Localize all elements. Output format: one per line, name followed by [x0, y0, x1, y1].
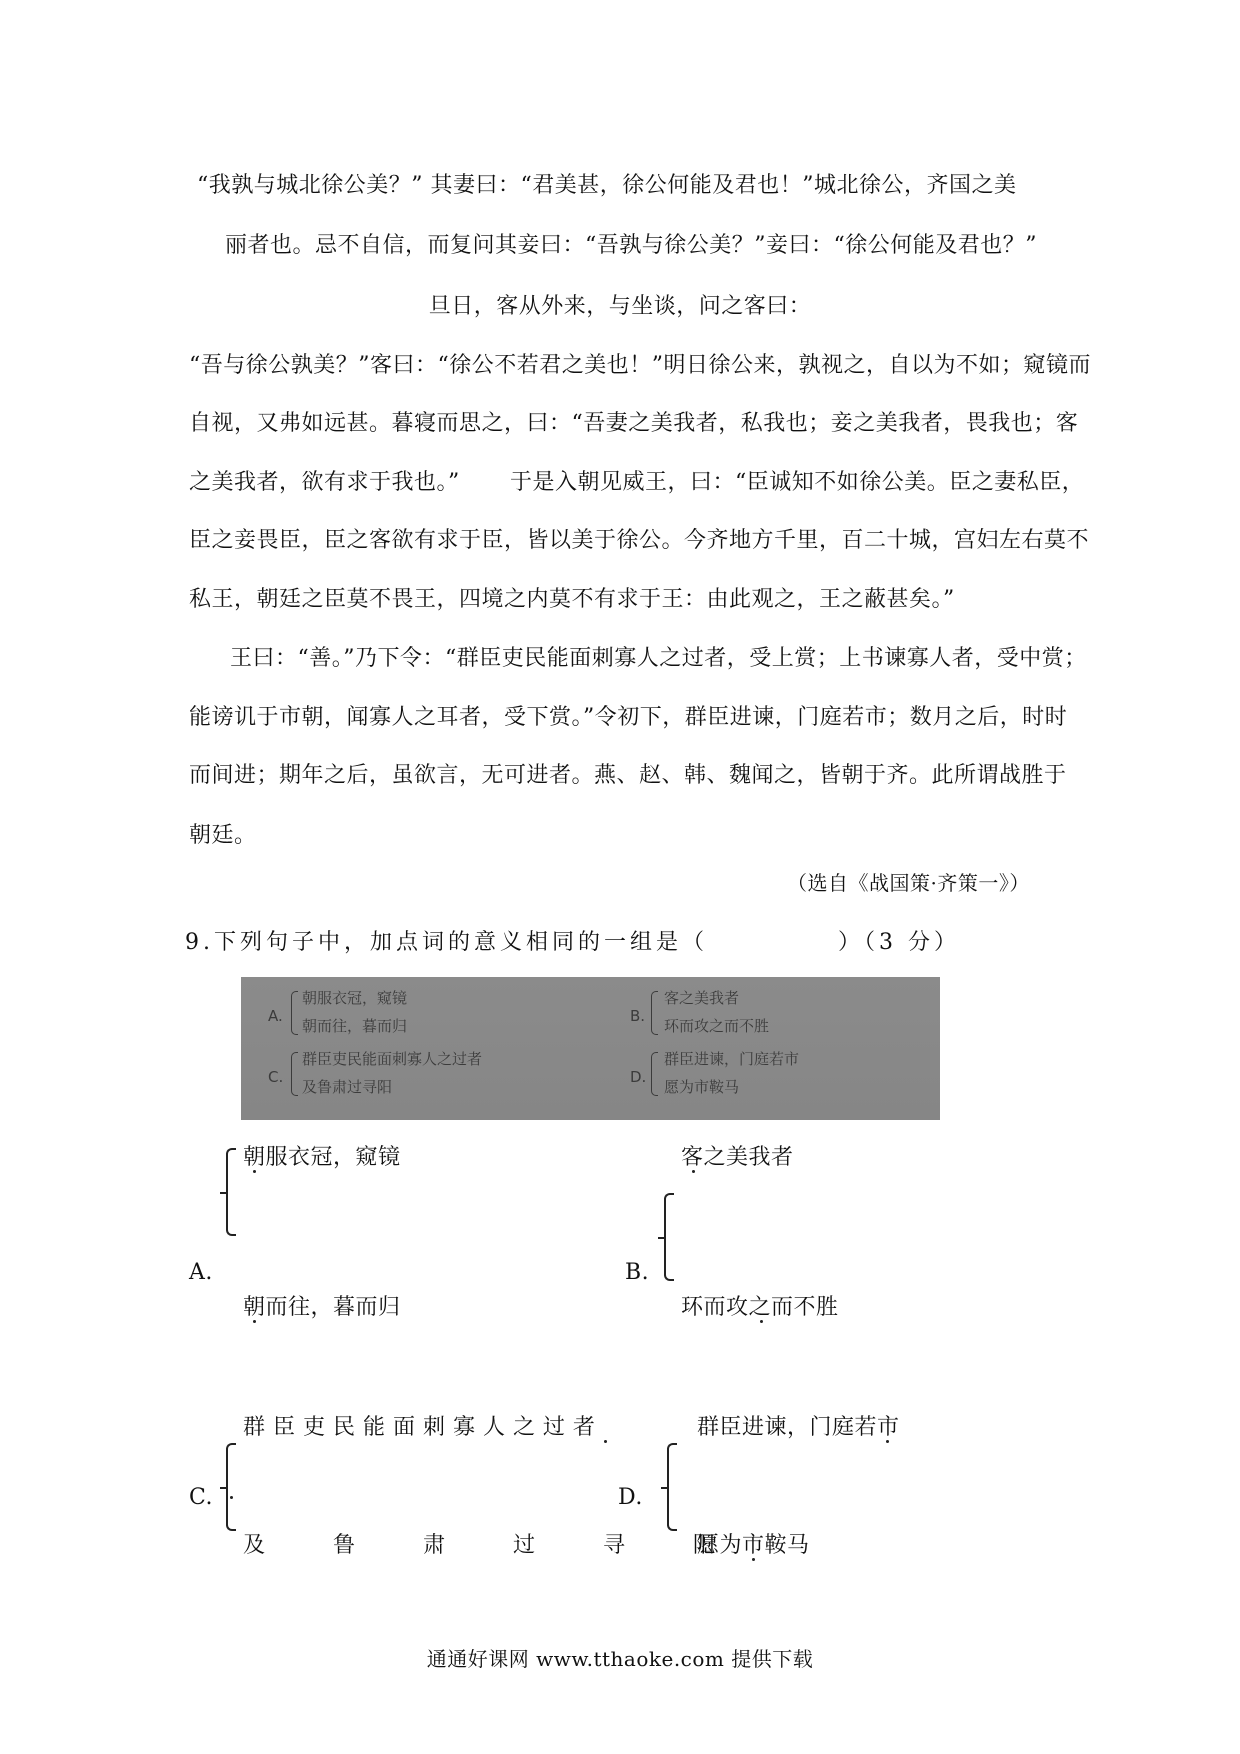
passage-line-9: 私王，朝廷之臣莫不畏王，四境之内莫不有求于王：由此观之，王之蔽甚矣。”	[189, 587, 955, 612]
option-b-line1: 客之美我者	[681, 1145, 794, 1170]
passage-line-1: “我孰与城北徐公美？” 其妻曰：“君美甚，徐公何能及君也！”城北徐公，齐国之美	[197, 173, 1017, 198]
option-a-line2: 朝而往，暮而归	[243, 1295, 401, 1320]
passage-line-6: 之美我者，欲有求于我也。”	[189, 470, 460, 495]
option-b-line2: 环而攻之而不胜	[681, 1295, 839, 1320]
photo-c-label: C.	[268, 1068, 284, 1086]
photo-b1: 客之美我者	[664, 989, 740, 1007]
emphasis-dot-a2	[253, 1320, 256, 1323]
emphasis-dot-b1	[692, 1170, 695, 1173]
photo-a2: 朝而往，暮而归	[302, 1017, 408, 1035]
photo-a-brace	[291, 991, 298, 1035]
passage-line-3: 旦日，客从外来，与坐谈，问之客曰：	[428, 294, 812, 319]
option-a-brace	[226, 1148, 236, 1236]
passage-line-7: 于是入朝见威王，曰：“臣诚知不如徐公美。臣之妻私臣，	[510, 470, 1085, 495]
emphasis-dot-d1	[886, 1440, 889, 1443]
option-a-label: A.	[189, 1260, 213, 1285]
emphasis-dot-c1	[604, 1440, 607, 1443]
option-a-line1: 朝服衣冠，窥镜	[243, 1145, 401, 1170]
photo-b-label: B.	[630, 1007, 646, 1025]
option-c-brace	[226, 1443, 236, 1531]
passage-line-10: 王曰：“善。”乃下令：“群臣吏民能面刺寡人之过者，受上赏；上书谏寡人者，受中赏；	[230, 646, 1087, 671]
photo-d-brace	[651, 1052, 658, 1096]
footer-text: 通通好课网 www.tthaoke.com 提供下载	[426, 1647, 814, 1671]
passage-line-12: 而间进；期年之后，虽欲言，无可进者。燕、赵、韩、魏闻之，皆朝于齐。此所谓战胜于	[189, 763, 1067, 788]
option-d-line2: 愿为市鞍马	[697, 1533, 810, 1558]
photo-b2: 环而攻之而不胜	[664, 1017, 770, 1035]
option-b-brace	[664, 1193, 674, 1281]
option-d-line1: 群臣进谏，门庭若市	[697, 1415, 900, 1440]
option-c-label: C.	[189, 1485, 214, 1510]
passage-line-2: 丽者也。忌不自信，而复问其妾曰：“吾孰与徐公美？”妾曰：“徐公何能及君也？”	[225, 233, 1037, 258]
emphasis-dot-c-mid	[230, 1496, 233, 1499]
option-c-line2: 及 鲁 肃 过 寻 阳	[243, 1533, 716, 1558]
photo-d-label: D.	[630, 1068, 647, 1086]
passage-line-4: “吾与徐公孰美？”客曰：“徐公不若君之美也！”明日徐公来，孰视之，自以为不如；窥镜而	[189, 353, 1091, 378]
photo-a-label: A.	[268, 1007, 283, 1025]
option-d-brace	[667, 1443, 677, 1531]
photo-d2: 愿为市鞍马	[664, 1078, 740, 1096]
option-d-label: D.	[618, 1485, 643, 1510]
photo-d1: 群臣进谏，门庭若市	[664, 1050, 800, 1068]
emphasis-dot-d2	[752, 1558, 755, 1561]
passage-line-5: 自视，又弗如远甚。暮寝而思之，曰：“吾妻之美我者，私我也；妾之美我者，畏我也；客	[189, 411, 1079, 436]
passage-line-11: 能谤讥于市朝，闻寡人之耳者，受下赏。”令初下，群臣进谏，门庭若市；数月之后，时时	[189, 705, 1068, 730]
passage-line-13: 朝廷。	[189, 823, 257, 848]
passage-line-8: 臣之妾畏臣，臣之客欲有求于臣，皆以美于徐公。今齐地方千里，百二十城，宫妇左右莫不	[189, 528, 1090, 553]
photo-c2: 及鲁肃过寻阳	[302, 1078, 393, 1096]
passage-source: （选自《战国策·齐策一》）	[787, 871, 1030, 895]
photo-b-brace	[651, 991, 658, 1035]
option-b-label: B.	[625, 1260, 650, 1285]
emphasis-dot-a1	[253, 1170, 256, 1173]
emphasis-dot-b2	[760, 1320, 763, 1323]
photo-a1: 朝服衣冠，窥镜	[302, 989, 408, 1007]
options-photo	[241, 977, 940, 1120]
question-text: 9.下列句子中，加点词的意义相同的一组是（ ）（3 分）	[185, 930, 960, 955]
option-c-line1: 群 臣 吏 民 能 面 刺 寡 人 之 过 者	[243, 1415, 596, 1440]
photo-c-brace	[291, 1052, 298, 1096]
photo-c1: 群臣吏民能面刺寡人之过者	[302, 1050, 483, 1068]
